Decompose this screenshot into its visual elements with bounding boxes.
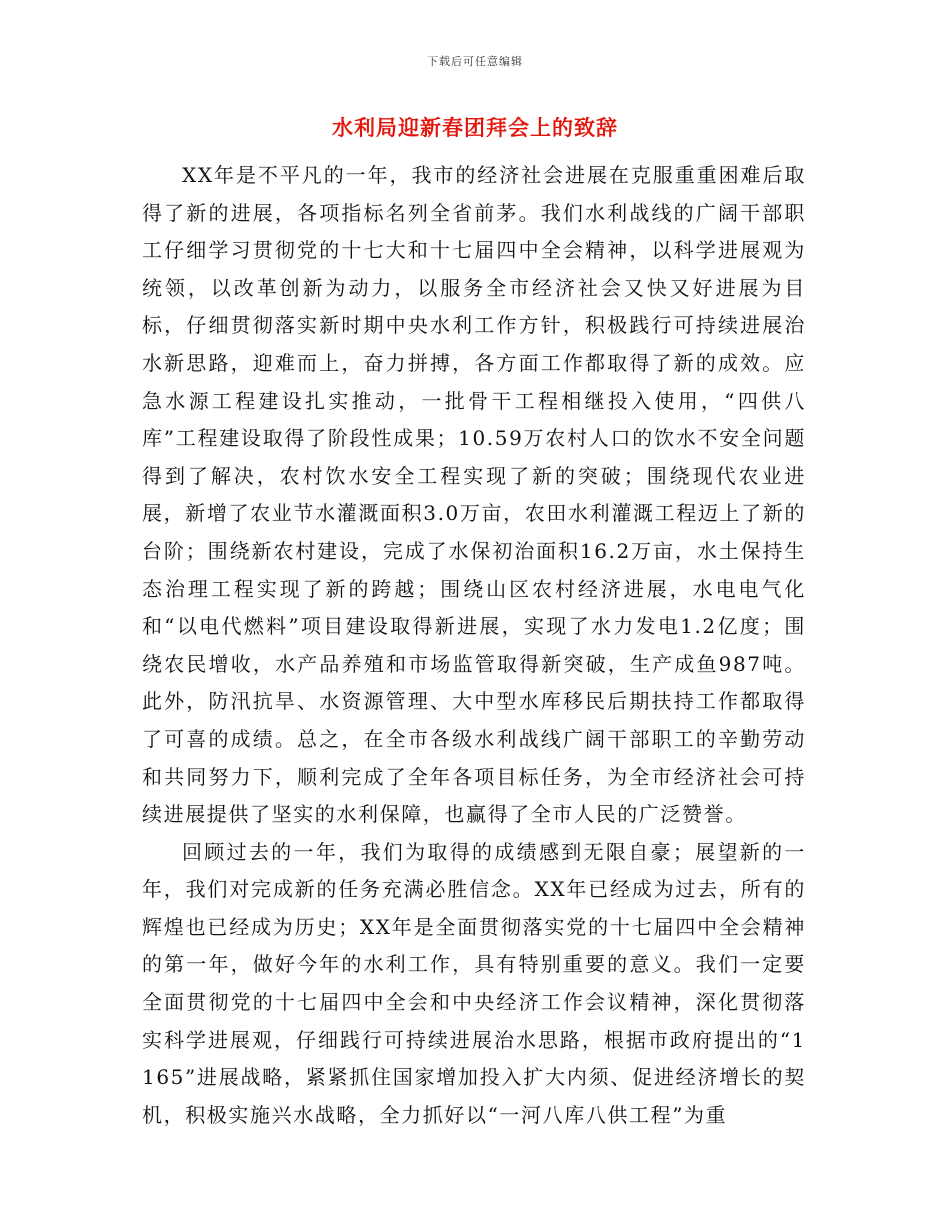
paragraph-1: XX年是不平凡的一年，我市的经济社会进展在克服重重困难后取得了新的进展，各项指标名列全省前茅。我们水利战线的广阔干部职工仔细学习贯彻党的十七大和十七届四中全会精神，以科学进展观为统领，以改革创新为动力，以服务全市经济社会又快又好进展为目标，仔细贯彻落实新时期中央水利工作方针，积极践行可持续进展治水新思路，迎难而上，奋力拼搏，各方面工作都取得了新的成效。应急水源工程建设扎实推动，一批骨干工程相继投入使用，“四供八库”工程建设取得了阶段性成果；10.59万农村人口的饮水不安全问题得到了解决，农村饮水安全工程实现了新的突破；围绕现代农业进展，新增了农业节水灌溉面积3.0万亩，农田水利灌溉工程迈上了新的台阶；围绕新农村建设，完成了水保初治面积16.2万亩，水土保持生态治理工程实现了新的跨越；围绕山区农村经济进展，水电电气化和“以电代燃料”项目建设取得新进展，实现了水力发电1.2亿度；围绕农民增收，水产品养殖和市场监管取得新突破，生产成鱼987吨。此外，防汛抗旱、水资源管理、大中型水库移民后期扶持工作都取得了可喜的成绩。总之，在全市各级水利战线广阔干部职工的辛勤劳动和共同努力下，顺利完成了全年各项目标任务，为全市经济社会可持续进展提供了坚实的水利保障，也赢得了全市人民的广泛赞誉。: [142, 163, 806, 827]
paragraph-2: 回顾过去的一年，我们为取得的成绩感到无限自豪；展望新的一年，我们对完成新的任务充满必胜信念。XX年已经成为过去，所有的辉煌也已经成为历史；XX年是全面贯彻落实党的十七届四中全会精神的第一年，做好今年的水利工作，具有特别重要的意义。我们一定要全面贯彻党的十七届四中全会和中央经济工作会议精神，深化贯彻落实科学进展观，仔细践行可持续进展治水思路，根据市政府提出的“1165”进展战略，紧紧抓住国家增加投入扩大内须、促进经济增长的契机，积极实施兴水战略，全力抓好以“一河八库八供工程”为重: [142, 839, 806, 1127]
document-body: [142, 157, 806, 1134]
document-title: 水利局迎新春团拜会上的致辞: [332, 115, 618, 140]
header-note: 下载后可任意编辑: [427, 55, 523, 68]
